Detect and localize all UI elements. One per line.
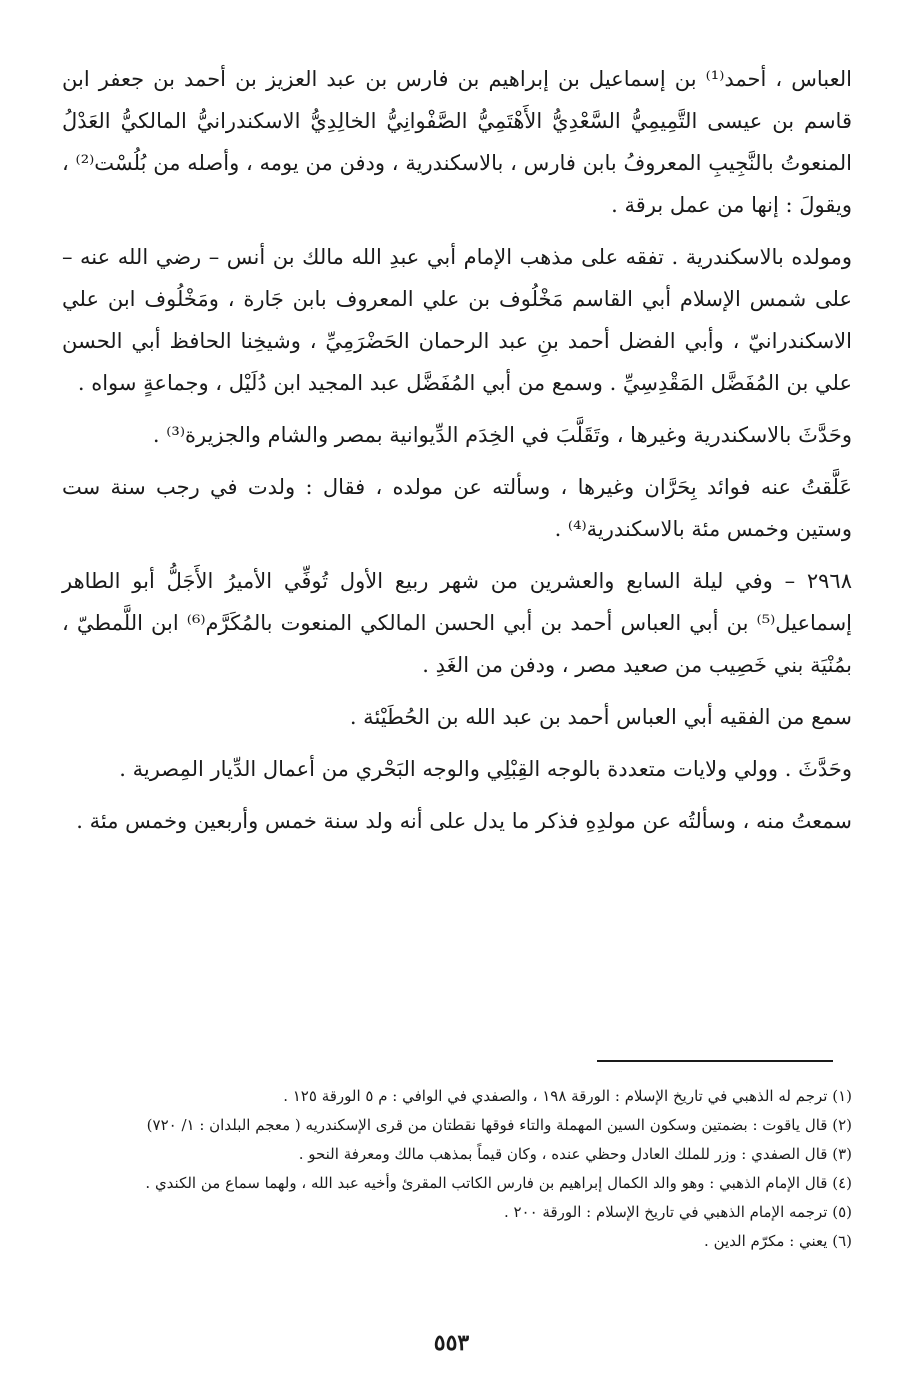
footnote-4: (٤) قال الإمام الذهبي : وهو والد الكمال إبراهيم بن فارس الكاتب المقرئ وأخيه عبد الله ، ولهما سماع من الكندي . xyxy=(145,1174,852,1192)
paragraph-positions: وحَدَّثَ . وولي ولايات متعددة بالوجه القِبْلِي والوجه البَحْري من أعمال الدِّيار المِصرية . xyxy=(119,757,852,781)
footnote-2: (٢) قال ياقوت : بضمتين وسكون السين المهملة والتاء فوقها نقطتان من قرى الإسكندريه ( معجم البلدان : ١/ ٧٢٠) xyxy=(146,1116,852,1134)
footnotes xyxy=(62,1082,852,1256)
footnote-1: (١) ترجم له الذهبي في تاريخ الإسلام : الورقة ١٩٨ ، والصفدي في الوافي : م ٥ الورقة ١٢٥ . xyxy=(283,1087,852,1105)
paragraph-narration: وحَدَّثَ بالاسكندرية وغيرها ، وتَقَلَّبَ في الخِدَم الدِّيوانية بمصر والشام والجزيرة⁽³⁾ . xyxy=(152,423,852,447)
footnote-6: (٦) يعني : مكرّم الدين . xyxy=(704,1232,852,1250)
footnote-5: (٥) ترجمه الإمام الذهبي في تاريخ الإسلام : الورقة ٢٠٠ . xyxy=(503,1203,852,1221)
paragraph-birth-and-teachers: ومولده بالاسكندرية . تفقه على مذهب الإمام أبي عبدِ الله مالك بن أنس – رضي الله عنه – على شمس الإسلام أبي القاسم مَخْلُوف بن علي المعروف بابن جَارة ، ومَخْلُوف ابن علي الاسكندرانيّ ، وأبي الفضل أحمد بنِ عبد الرحمان الحَضْرَمِيِّ ، وشيخِنا الحافظ أبي الحسن علي بن المُفَضَّل المَقْدِسِيِّ . وسمع من أبي المُفَضَّل عبد المجيد ابن دُلَيْل ، وجماعةٍ سواه . xyxy=(62,245,852,395)
footnote-divider xyxy=(597,1060,833,1062)
paragraph-entry-2968: ٢٩٦٨ – وفي ليلة السابع والعشرين من شهر ربيع الأول تُوفِّي الأميرُ الأَجَلُّ أبو الطاهر إسماعيل⁽⁵⁾ بن أبي العباس أحمد بن أبي الحسن المالكي المنعوت بالمُكَرَّم⁽⁶⁾ ابن اللَّمطيّ ، بمُنْيَة بني خَصِيب من صعيد مصر ، ودفن من الغَدِ . xyxy=(62,569,853,677)
paragraph-biography-intro: العباس ، أحمد⁽¹⁾ بن إسماعيل بن إبراهيم بن فارس بن عبد العزيز بن أحمد بن جعفر ابن قاسم بن عيسى التَّمِيمِيُّ السَّعْدِيُّ الأَهْتَمِيُّ الصَّفْوانِيُّ الخالِدِيُّ الاسكندرانيُّ المالكيُّ العَدْلُ المنعوتُ بالنَّجِيبِ المعروفُ بابن فارس ، بالاسكندرية ، ودفن من يومه ، وأصله من بُلُسْت⁽²⁾ ، ويقولَ : إنها من عمل برقة . xyxy=(62,67,853,217)
footnote-3: (٣) قال الصفدي : وزر للملك العادل وحظي عنده ، وكان قيماً بمذهب مالك ومعرفة النحو . xyxy=(298,1145,852,1163)
page-number: ٥٥٣ xyxy=(433,1330,470,1356)
main-text xyxy=(62,58,852,852)
paragraph-birth-year: سمعتُ منه ، وسألتُه عن مولدِهِ فذكر ما يدل على أنه ولد سنة خمس وأربعين وخمس مئة . xyxy=(76,809,852,833)
paragraph-heard-from: سمع من الفقيه أبي العباس أحمد بن عبد الله بن الحُطَيْئة . xyxy=(349,705,852,729)
paragraph-birth-date: عَلَّقتُ عنه فوائد بِحَرَّان وغيرها ، وسألته عن مولده ، فقال : ولدت في رجب سنة ست وستين وخمس مئة بالاسكندرية⁽⁴⁾ . xyxy=(62,475,852,541)
